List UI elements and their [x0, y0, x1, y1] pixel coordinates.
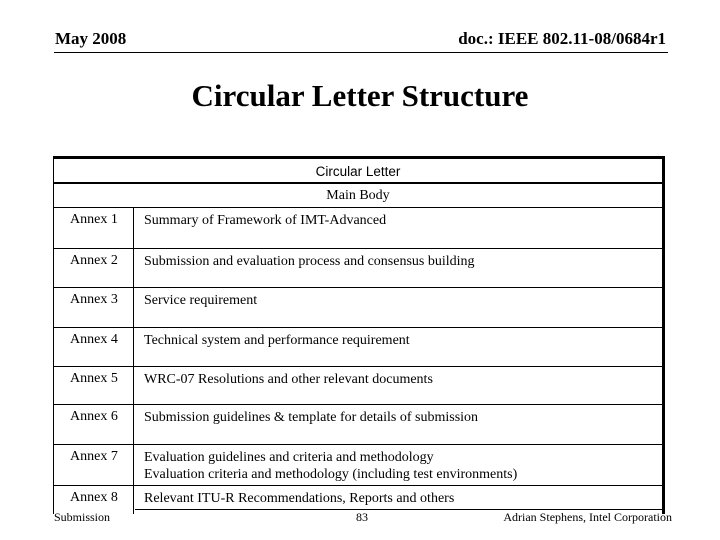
- annex-description: WRC-07 Resolutions and other relevant documents: [144, 372, 433, 387]
- page-title: Circular Letter Structure: [191, 78, 529, 113]
- annex-label: Annex 2: [54, 249, 134, 287]
- main-body-row: Main Body: [54, 184, 662, 208]
- table-caption: Circular Letter: [54, 159, 662, 184]
- table-row: [54, 208, 662, 249]
- table-row: [54, 367, 662, 405]
- table-row: [54, 288, 662, 328]
- table-row: [54, 445, 662, 486]
- annex-description: Technical system and performance requirement: [144, 333, 410, 348]
- annex-description: Evaluation guidelines and criteria and methodology Evaluation criteria and methodology (including test environments): [144, 450, 518, 482]
- annex-label: Annex 1: [54, 208, 134, 248]
- footer-submission: Submission: [54, 510, 111, 524]
- annex-label: Annex 3: [54, 288, 134, 327]
- header-divider: [54, 52, 668, 53]
- annex-description: Submission and evaluation process and consensus building: [144, 254, 475, 269]
- footer-page-number: 83: [356, 510, 368, 524]
- table-row: [54, 405, 662, 445]
- annex-description: Submission guidelines & template for details of submission: [144, 410, 479, 425]
- footer-author: Adrian Stephens, Intel Corporation: [503, 510, 672, 524]
- structure-table: [53, 156, 665, 514]
- annex-label: Annex 6: [54, 405, 134, 444]
- annex-description: Relevant ITU-R Recommendations, Reports and others: [144, 491, 455, 506]
- annex-label: Annex 5: [54, 367, 134, 404]
- table-row: [54, 328, 662, 367]
- table-row: [54, 249, 662, 288]
- annex-label: Annex 4: [54, 328, 134, 366]
- header-date: May 2008: [55, 29, 127, 48]
- header-doc-id: doc.: IEEE 802.11-08/0684r1: [458, 29, 666, 48]
- annex-label: Annex 7: [54, 445, 134, 485]
- annex-description: Service requirement: [144, 293, 258, 308]
- annex-description: Summary of Framework of IMT-Advanced: [144, 213, 387, 228]
- annex-label: Annex 8: [54, 486, 134, 514]
